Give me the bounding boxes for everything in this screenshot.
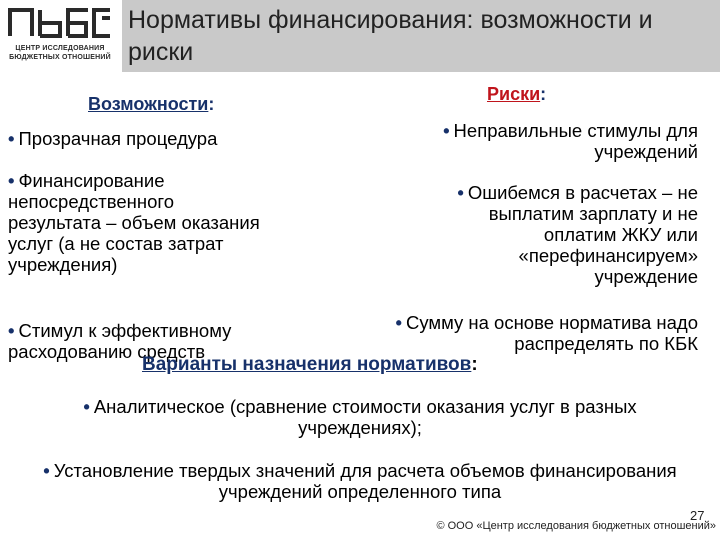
copyright-footer: © ООО «Центр исследования бюджетных отношений» bbox=[436, 520, 716, 532]
logo-caption-line1: ЦЕНТР ИССЛЕДОВАНИЯ bbox=[15, 45, 105, 52]
page-number: 27 bbox=[690, 508, 705, 523]
bullet-dot-icon: • bbox=[8, 170, 15, 191]
slide-header bbox=[0, 0, 720, 76]
logo-caption bbox=[6, 44, 114, 62]
bullet-dot-icon: • bbox=[457, 182, 464, 203]
opportunities-heading-text: Возможности bbox=[88, 94, 209, 114]
opportunity-item-2 bbox=[8, 170, 270, 275]
risk-item-2-text: Ошибемся в расчетах – не выплатим зарплату и не оплатим ЖКУ или «перефинансируем» учреждение bbox=[467, 182, 698, 287]
bullet-dot-icon: • bbox=[43, 460, 50, 481]
variant-item-2-text: Установление твердых значений для расчета объемов финансирования учреждений определенного типа bbox=[53, 460, 677, 502]
risk-item-1-text: Неправильные стимулы для учреждений bbox=[453, 120, 698, 162]
variant-item-1-text: Аналитическое (сравнение стоимости оказания услуг в разных учреждениях); bbox=[93, 396, 637, 438]
variants-heading bbox=[142, 354, 478, 376]
variants-heading-colon: : bbox=[471, 354, 478, 375]
page-title: Нормативы финансирования: возможности и риски bbox=[128, 6, 653, 66]
bullet-dot-icon: • bbox=[8, 320, 15, 341]
variant-item-1 bbox=[30, 396, 690, 438]
bullet-dot-icon: • bbox=[395, 312, 402, 333]
risk-item-3 bbox=[330, 312, 698, 354]
logo-letters-icon bbox=[6, 6, 114, 40]
bullet-dot-icon: • bbox=[83, 396, 90, 417]
risks-heading-colon: : bbox=[540, 84, 547, 104]
risks-heading-text: Риски bbox=[487, 84, 541, 104]
logo-caption-line2: БЮДЖЕТНЫХ ОТНОШЕНИЙ bbox=[9, 54, 111, 61]
risk-item-2 bbox=[420, 182, 698, 287]
risk-item-1 bbox=[420, 120, 698, 162]
bullet-dot-icon: • bbox=[8, 128, 15, 149]
bullet-dot-icon: • bbox=[443, 120, 450, 141]
risk-item-3-text: Сумму на основе норматива надо распределять по КБК bbox=[405, 312, 698, 354]
opportunity-item-3-text: Стимул к эффективному расходованию средств bbox=[8, 320, 232, 362]
opportunity-item-1 bbox=[8, 128, 308, 149]
risks-heading bbox=[487, 84, 546, 105]
opportunities-heading-colon: : bbox=[208, 94, 215, 114]
opportunity-item-1-text: Прозрачная процедура bbox=[18, 128, 218, 149]
cibo-logo bbox=[6, 6, 114, 70]
opportunities-heading bbox=[88, 94, 214, 115]
variant-item-2 bbox=[20, 460, 700, 502]
variants-heading-text: Варианты назначения нормативов bbox=[142, 354, 472, 375]
opportunity-item-2-text: Финансирование непосредственного результата – объем оказания услуг (а не состав затрат учреждения) bbox=[8, 170, 260, 275]
